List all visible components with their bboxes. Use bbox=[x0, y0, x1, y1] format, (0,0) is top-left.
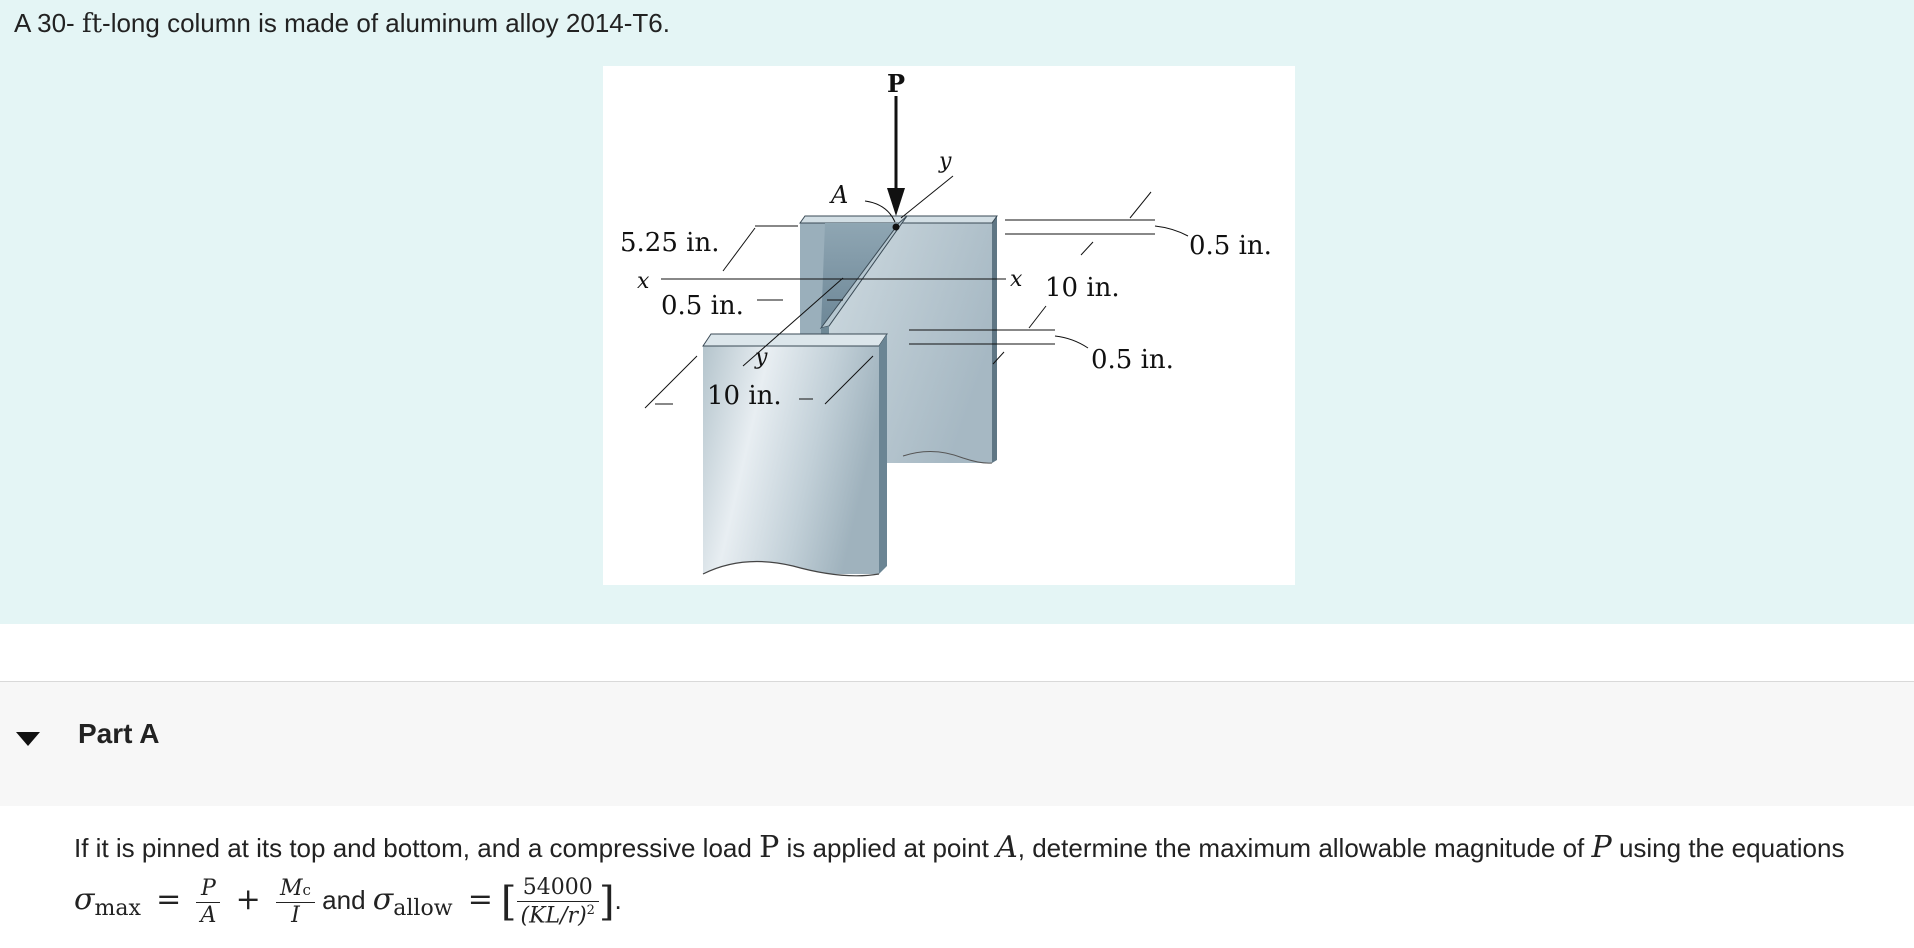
point-a-dot bbox=[893, 224, 900, 231]
intro-text-before: A 30- bbox=[14, 8, 75, 38]
intro-text-after: -long column is made of aluminum alloy 2014-T6. bbox=[102, 8, 670, 38]
p-italic-symbol: P bbox=[1591, 830, 1612, 865]
dim-10-bottom: 10 in. bbox=[707, 381, 782, 411]
part-title: Part A bbox=[78, 718, 160, 749]
load-symbol-p: P bbox=[759, 830, 780, 865]
intro-text bbox=[14, 8, 670, 39]
fraction-p-over-a: $\frac{P}{A}$ bbox=[196, 878, 220, 927]
part-a-header[interactable] bbox=[0, 681, 1914, 806]
intro-unit: ft bbox=[81, 9, 103, 39]
spacer bbox=[0, 624, 1914, 681]
column-figure bbox=[603, 66, 1295, 585]
axis-x-left: x bbox=[637, 269, 650, 294]
question-text: If it is pinned at its top and bottom, and a compressive load P is applied at point A, determine the maximum allowable magnitude of P using the equations $\sigma_{max}$ = $\frac{P}{A}$ + $\frac{Mc}{I}$ and $\sigma_{allow}$ = [ $\frac{54000}{(KL/r)^2}$ ]. bbox=[74, 830, 1845, 929]
point-a-symbol: A bbox=[996, 830, 1018, 865]
dim-0-5-top: 0.5 in. bbox=[1189, 231, 1272, 261]
equation-sigma-allow: $\sigma_{allow}$ = [ $\frac{54000}{(KL/r)^2}$ ]. bbox=[372, 874, 622, 929]
axis-x-right: x bbox=[1010, 267, 1023, 292]
dim-10-right: 10 in. bbox=[1045, 273, 1120, 303]
equation-sigma-max: $\sigma_{max}$ = $\frac{P}{A}$ + $\frac{Mc}{I}$ bbox=[74, 885, 322, 915]
collapse-caret-icon[interactable] bbox=[14, 724, 42, 752]
column-diagram bbox=[603, 66, 1295, 585]
fraction-allowable: $\frac{54000}{(KL/r)^2}$ bbox=[517, 877, 599, 927]
point-a-label: A bbox=[831, 181, 849, 209]
load-arrow bbox=[887, 69, 905, 231]
load-label: P bbox=[887, 69, 906, 98]
dim-0-5-right: 0.5 in. bbox=[1091, 345, 1174, 375]
axis-y-bottom: y bbox=[755, 345, 768, 370]
axis-y-top: y bbox=[939, 149, 952, 174]
dim-0-5-left: 0.5 in. bbox=[661, 291, 744, 321]
fraction-mc-over-i: $\frac{Mc}{I}$ bbox=[276, 878, 315, 927]
dim-5-25: 5.25 in. bbox=[620, 228, 720, 258]
